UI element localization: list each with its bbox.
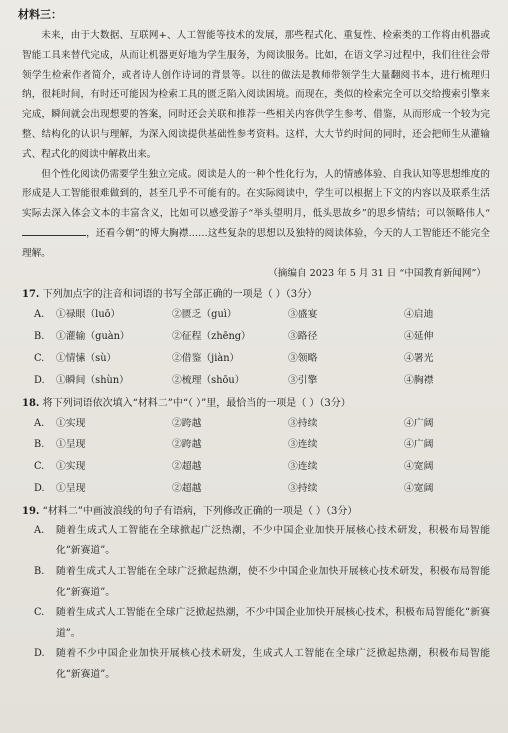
option-item: ④启迪 — [404, 309, 434, 321]
option-row — [34, 478, 490, 500]
option-letter: A. — [34, 309, 45, 321]
option-item: ①情愫（sù） — [56, 352, 117, 364]
option-item: ③引擎 — [288, 374, 318, 386]
material-paragraph-1: 未来，由于大数据、互联网+、人工智能等技术的发展，那些程式化、重复性、检索类的工作将由机器或智能工具来替代完成，从而让机器更好地为学生服务，为阅读服务。比如，在语文学习过程中，我们往往会带领学生检索作者简介，或者诗人创作诗词的背景等。以往的做法是教师带领学生大量翻阅书本，进行梳理归纳，很耗时间，有时还可能因为检索工具的匮乏陷入阅读困境。而现在，类似的检索完全可以交给搜索引擎来完成，瞬间就会出现想要的答案，同时还会关联和推荐一些相关内容供学生参考、借鉴，从而形成一个较为完整、结构化的认识与理解，为深入阅读提供基础性参考资料。这样，大大节约时间的同时，还会把师生从灌输式、程式化的阅读中解救出来。 — [22, 30, 490, 160]
option-item: ②跨越 — [172, 417, 202, 429]
option-letter: D. — [34, 482, 45, 494]
material-paragraph-2 — [22, 165, 490, 264]
option-item: ①禄眼（luō） — [56, 309, 121, 321]
material-heading: 材料三： — [18, 8, 62, 21]
option-letter: B. — [34, 565, 45, 577]
question-number: 18. — [22, 397, 40, 409]
option-item: ①灌输（guàn） — [56, 331, 130, 343]
question-number: 19. — [22, 505, 40, 517]
option-item: ②超越 — [172, 482, 202, 494]
option-item: ④延伸 — [404, 331, 434, 343]
option-letter: A. — [34, 524, 45, 536]
option-item: ②跨越 — [172, 439, 202, 451]
fill-blank — [22, 226, 86, 236]
option-item: ③连续 — [288, 439, 318, 451]
option-a — [34, 521, 490, 562]
option-letter: C. — [34, 352, 45, 364]
option-item: ④广阔 — [404, 439, 434, 451]
option-letter: D. — [34, 374, 45, 386]
option-item: ④宽阔 — [404, 461, 434, 473]
option-row — [34, 348, 490, 370]
option-item: ④宽阔 — [404, 482, 434, 494]
question-number: 17. — [22, 289, 40, 301]
option-text: 随着生成式人工智能在全球广泛掀起热潮，使不少中国企业加快开展核心技术研发，积极布局智能化“新赛道”。 — [56, 565, 490, 598]
option-item: ③持续 — [288, 417, 318, 429]
option-item: ①呈现 — [56, 439, 86, 451]
option-item: ②梳理（shōu） — [172, 374, 245, 386]
question-stem: 将下列词语依次填入“材料二”中“（ ）”里，最恰当的一项是（ ）（3分） — [42, 397, 351, 409]
option-item: ④胸襟 — [404, 374, 434, 386]
option-item: ③盛宴 — [288, 309, 318, 321]
question-17 — [22, 286, 490, 304]
option-item: ①瞬间（shùn） — [56, 374, 129, 386]
option-letter: B. — [34, 439, 45, 451]
option-letter: D. — [34, 648, 45, 660]
question-18 — [22, 395, 490, 413]
option-item: ③连续 — [288, 461, 318, 473]
option-row — [34, 413, 490, 435]
option-item: ③领略 — [288, 352, 318, 364]
option-item: ②征程（zhēng） — [172, 331, 251, 343]
option-row — [34, 326, 490, 348]
option-letter: C. — [34, 461, 45, 473]
option-row — [34, 370, 490, 392]
question-18-options — [34, 413, 490, 500]
option-row — [34, 434, 490, 456]
option-letter: A. — [34, 417, 45, 429]
option-item: ③路径 — [288, 331, 318, 343]
option-item: ①实现 — [56, 461, 86, 473]
option-letter: C. — [34, 607, 45, 619]
option-text: 随着不少中国企业加快开展核心技术研发，生成式人工智能在全球广泛掀起热潮，积极布局智能化“新赛道”。 — [56, 648, 490, 680]
option-item: ②匮乏（guì） — [172, 309, 237, 321]
question-19 — [22, 503, 490, 521]
question-stem: “材料二”中画波浪线的句子有语病，下列修改正确的一项是（ ）（3分） — [42, 505, 358, 517]
option-item: ④署光 — [404, 352, 434, 364]
option-item: ④广阔 — [404, 417, 434, 429]
paragraph-2-part-a: 但个性化阅读仍需要学生独立完成。阅读是人的一种个性化行为，人的情感体验、自我认知等思想维度的形成是人工智能很难做到的，甚至几乎不可能有的。在实际阅读中，学生可以根据上下文的内容以及联系生活实际去深入体会文本的丰富含义，比如可以感受游子“举头望明月，低头思故乡”的思乡情结；可以领略伟人“ — [22, 168, 490, 220]
option-item: ①呈现 — [56, 482, 86, 494]
option-item: ②借鉴（jiàn） — [172, 352, 240, 364]
paragraph-2-part-b: ，还看今朝”的博大胸襟……这些复杂的思想以及独特的阅读体验，今天的人工智能还不能完全理解。 — [22, 227, 490, 259]
question-17-options — [34, 304, 490, 391]
option-item: ③持续 — [288, 482, 318, 494]
option-item: ②超越 — [172, 461, 202, 473]
option-item: ①实现 — [56, 417, 86, 429]
option-text: 随着生成式人工智能在全球掀起广泛热潮，不少中国企业加快开展核心技术研发，积极布局智能化“新赛道”。 — [56, 524, 490, 557]
option-c — [34, 603, 490, 644]
option-text: 随着生成式人工智能在全球广泛掀起热潮，不少中国企业加快开展核心技术，积极布局智能化“新赛道”。 — [56, 607, 490, 639]
option-letter: B. — [34, 331, 45, 343]
source-citation: （摘编自 2023 年 5 月 31 日 “中国教育新闻网”） — [268, 267, 486, 279]
question-stem: 下列加点字的注音和词语的书写全部正确的一项是（ ）（3分） — [42, 289, 318, 301]
option-d — [34, 644, 490, 685]
option-row — [34, 304, 490, 326]
option-b — [34, 562, 490, 603]
option-row — [34, 456, 490, 478]
